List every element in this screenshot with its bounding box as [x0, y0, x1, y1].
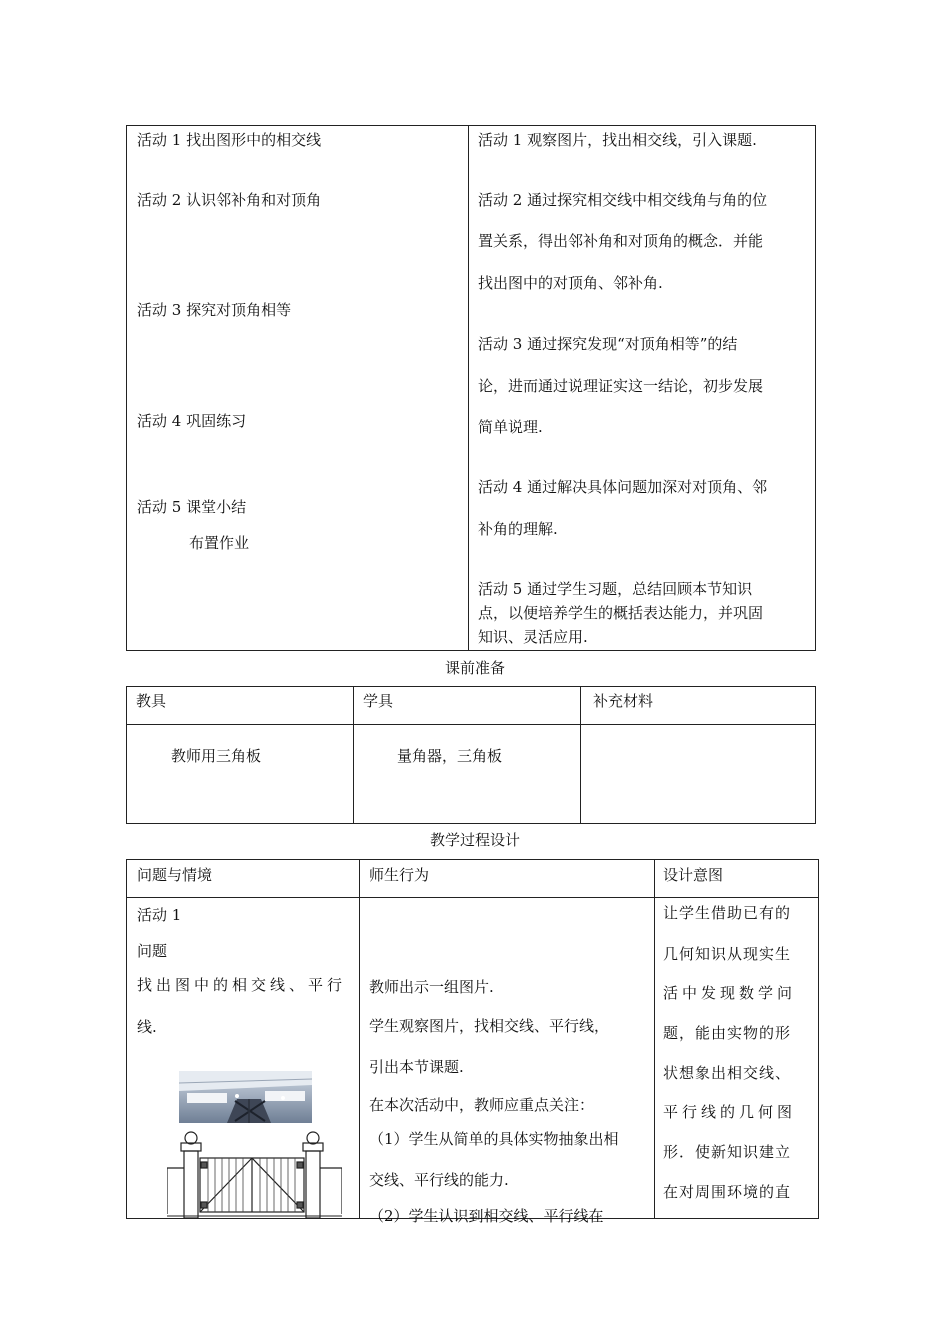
- behavior-line: （2）学生认识到相交线、平行线在: [369, 1207, 604, 1225]
- intent-line: 几何知识从现实生: [663, 945, 792, 963]
- goal-line: 活动 5 通过学生习题，总结回顾本节知识: [478, 580, 753, 598]
- intent-line: 让学生借助已有的: [663, 904, 792, 922]
- goal-line: 置关系，得出邻补角和对顶角的概念．并能: [478, 232, 764, 250]
- prep-table: [126, 686, 816, 824]
- goal-line: 活动 3 通过探究发现“对顶角相等”的结: [478, 335, 738, 353]
- process-intent-cell: [655, 898, 819, 1219]
- activity-5-title: 活动 5 课堂小结: [137, 498, 247, 516]
- problem-line: 问题: [137, 942, 168, 960]
- prep-header-materials: [581, 687, 816, 725]
- behavior-line: （1）学生从简单的具体实物抽象出相: [369, 1130, 619, 1148]
- prep-header-tools: [127, 687, 354, 725]
- activities-table: [126, 125, 816, 651]
- behavior-line: 学生观察图片，找相交线、平行线，: [369, 1017, 610, 1035]
- prep-header-label: 补充材料: [593, 692, 654, 710]
- process-header-label: 师生行为: [369, 866, 430, 884]
- activity-2-title: 活动 2 认识邻补角和对顶角: [137, 191, 322, 209]
- problem-line: 线.: [137, 1018, 157, 1036]
- ceiling-photo: [179, 1071, 312, 1127]
- behavior-line: 在本次活动中，教师应重点关注：: [369, 1096, 595, 1114]
- prep-value-tools: [127, 725, 354, 824]
- problem-line: 活动 1: [137, 906, 182, 924]
- activity-1-title: 活动 1 找出图形中的相交线: [137, 131, 322, 149]
- prep-value: 教师用三角板: [171, 747, 262, 765]
- intent-line: 活中发现数学问: [663, 984, 797, 1002]
- goal-line: 找出图中的对顶角、邻补角.: [478, 274, 663, 292]
- goal-line: 点，以便培养学生的概括表达能力，并巩固: [478, 604, 764, 622]
- process-header-label: 问题与情境: [137, 866, 213, 884]
- prep-header-label: 学具: [363, 692, 394, 710]
- problem-line: 找出图中的相交线、平行: [137, 976, 347, 994]
- behavior-line: 教师出示一组图片.: [369, 978, 494, 996]
- intent-line: 平行线的几何图: [663, 1103, 797, 1121]
- goal-line: 论，进而通过说理证实这一结论，初步发展: [478, 377, 764, 395]
- prep-caption: 课前准备: [444, 659, 505, 677]
- process-header-intent: [655, 860, 819, 898]
- process-problem-cell: [127, 898, 360, 1219]
- goal-line: 活动 4 通过解决具体问题加深对对顶角、邻: [478, 478, 768, 496]
- goal-line: 活动 1 观察图片，找出相交线，引入课题.: [478, 131, 757, 149]
- behavior-line: 交线、平行线的能力.: [369, 1171, 509, 1189]
- homework-label: 布置作业: [189, 534, 250, 552]
- activity-3-title: 活动 3 探究对顶角相等: [137, 301, 292, 319]
- gate-drawing: [167, 1128, 342, 1222]
- goal-line: 活动 2 通过探究相交线中相交线角与角的位: [478, 191, 768, 209]
- prep-header-student-tools: [354, 687, 581, 725]
- process-table: [126, 859, 819, 1225]
- activity-4-title: 活动 4 巩固练习: [137, 412, 247, 430]
- intent-line: 在对周围环境的直: [663, 1183, 792, 1201]
- process-header-problem: [127, 860, 360, 898]
- prep-header-label: 教具: [136, 692, 167, 710]
- process-header-behavior: [360, 860, 655, 898]
- intent-line: 状想象出相交线、: [663, 1064, 792, 1082]
- activities-right-cell: [469, 126, 816, 651]
- activities-left-cell: [127, 126, 469, 651]
- prep-value-materials: [581, 725, 816, 824]
- goal-line: 知识、灵活应用.: [478, 628, 588, 646]
- goal-line: 补角的理解.: [478, 520, 558, 538]
- process-header-label: 设计意图: [663, 866, 724, 884]
- goal-line: 简单说理.: [478, 418, 543, 436]
- process-caption: 教学过程设计: [429, 831, 520, 849]
- intent-line: 形．使新知识建立: [663, 1143, 792, 1161]
- process-behavior-cell: [360, 898, 655, 1225]
- prep-value-student-tools: [354, 725, 581, 824]
- prep-value: 量角器，三角板: [397, 747, 503, 765]
- behavior-line: 引出本节课题.: [369, 1058, 464, 1076]
- intent-line: 题，能由实物的形: [663, 1024, 792, 1042]
